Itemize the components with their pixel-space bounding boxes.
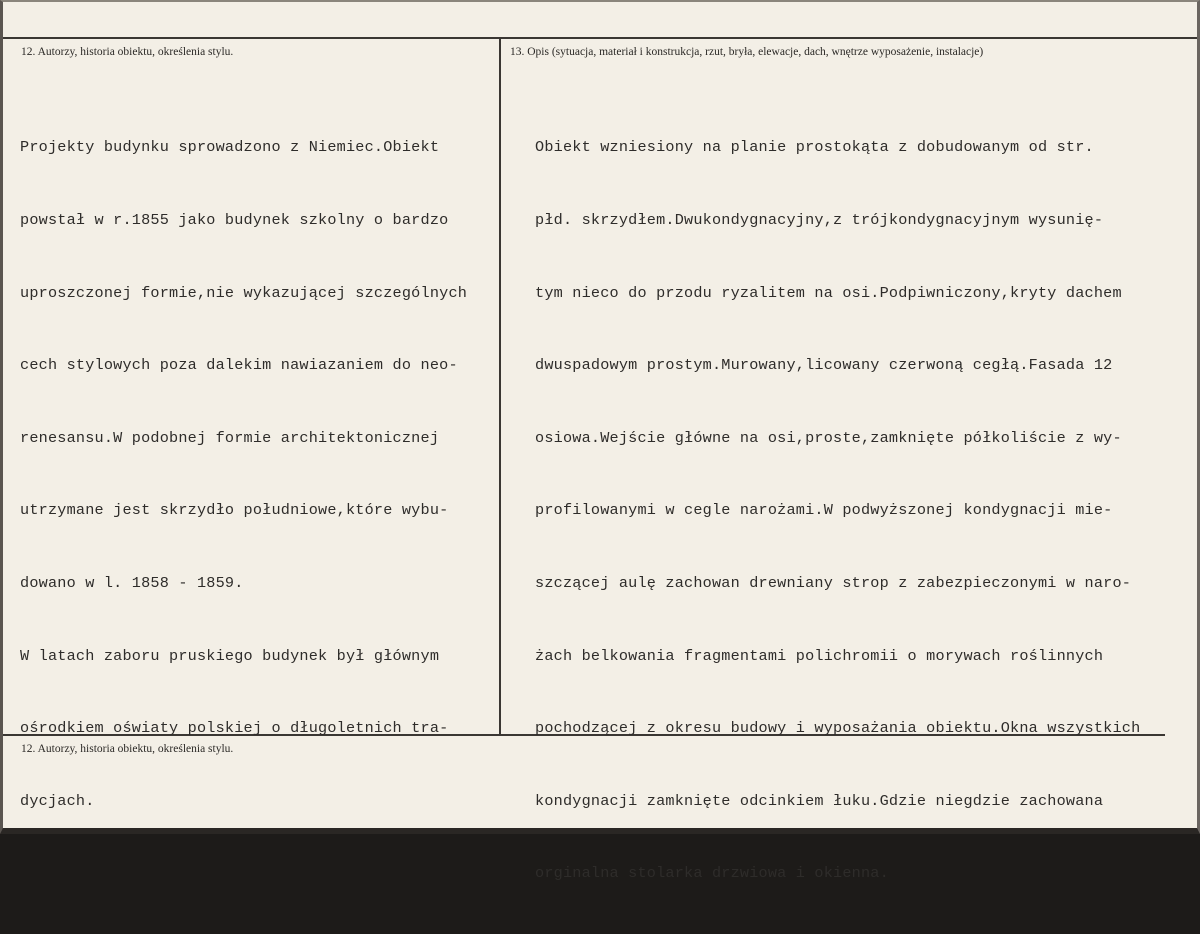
text-line: utrzymane jest skrzydło południowe,które wybu- [20, 501, 449, 520]
section-13-text [535, 87, 1140, 934]
text-line: profilowanymi w cegle narożami.W podwyższonej kondygnacji mie- [535, 501, 1113, 520]
text-line: uproszczonej formie,nie wykazującej szczególnych [20, 283, 468, 302]
text-line: dwuspadowym prostym.Murowany,licowany czerwoną cegłą.Fasada 12 [535, 356, 1113, 375]
section-12-text [20, 87, 467, 861]
text-line: pochodzącej z okresu budowy i wyposażania obiektu.Okna wszystkich [535, 719, 1141, 738]
text-line: płd. skrzydłem.Dwukondygnacyjny,z trójkondygnacyjnym wysunię- [535, 211, 1104, 229]
section-13-header: 13. Opis (sytuacja, materiał i konstrukcja, rzut, bryła, elewacje, dach, wnętrze wyposażenie, instalacje) [510, 46, 984, 58]
section-12-header: 12. Autorzy, historia obiektu, określenia stylu. [21, 46, 234, 58]
text-line: tym nieco do przodu ryzalitem na osi.Podpiwniczony,kryty dachem [535, 283, 1122, 302]
text-line: dowano w l. 1858 - 1859. [20, 573, 244, 592]
text-line: ośrodkiem oświaty polskiej o długoletnich tra- [20, 719, 449, 738]
text-line: szczącej aulę zachowan drewniany strop z zabezpieczonymi w naro- [535, 573, 1132, 592]
text-line: renesansu.W podobnej formie architektonicznej [20, 428, 440, 447]
text-line: kondygnacji zamknięte odcinkiem łuku.Gdzie niegdzie zachowana [535, 791, 1104, 810]
section-12-bottom-header: 12. Autorzy, historia obiektu, określenia stylu. [21, 743, 234, 755]
text-line: orginalna stolarka drzwiowa i okienna. [535, 864, 889, 883]
text-line: W latach zaboru pruskiego budynek był głównym [20, 646, 440, 665]
column-divider [499, 37, 501, 735]
text-line: żach belkowania fragmentami polichromii o morywach roślinnych [535, 646, 1104, 665]
text-line: osiowa.Wejście główne na osi,proste,zamknięte półkoliście z wy- [535, 428, 1122, 447]
text-line: Obiekt wzniesiony na planie prostokąta z dobudowanym od str. [535, 138, 1094, 157]
top-rule [3, 37, 1197, 39]
text-line: Projekty budynku sprowadzono z Niemiec.Obiekt [20, 138, 440, 157]
text-line: cech stylowych poza dalekim nawiazaniem do neo- [20, 356, 458, 375]
text-line: dycjach. [20, 791, 95, 810]
text-line: powstał w r.1855 jako budynek szkolny o bardzo [20, 211, 449, 229]
